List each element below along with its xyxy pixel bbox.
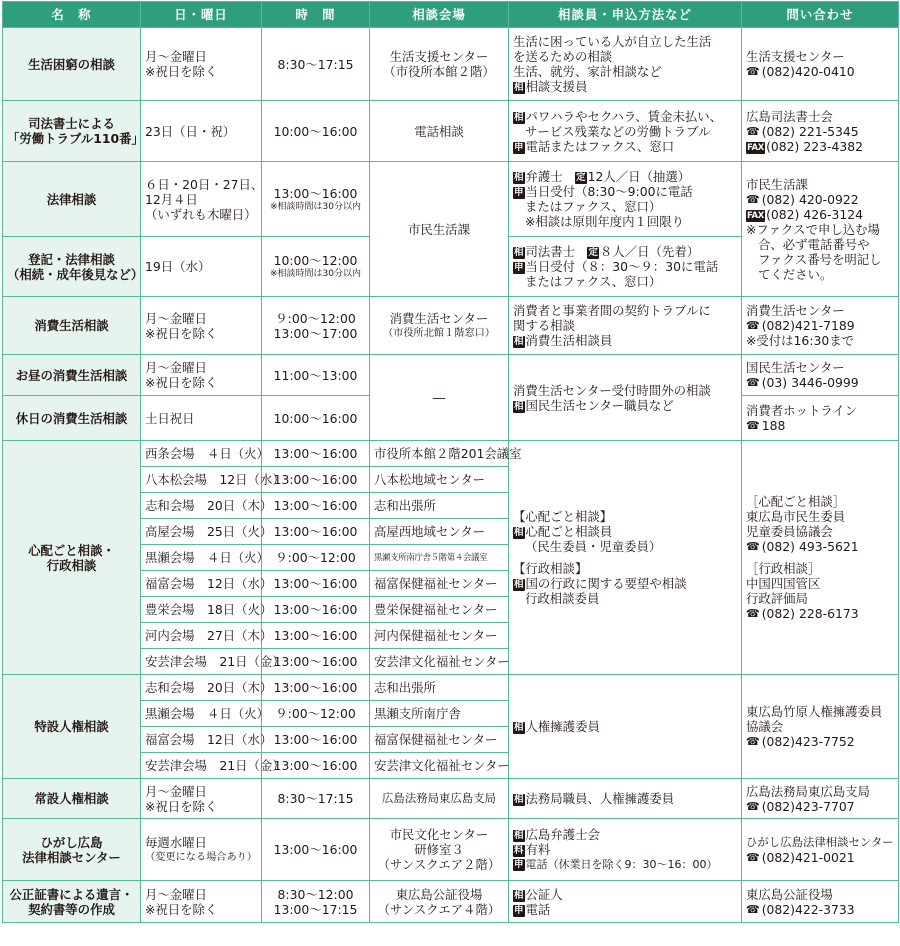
row-method <box>509 237 742 297</box>
phone-icon: ☎ <box>746 124 760 138</box>
row-name <box>3 28 141 101</box>
date-line: 毎週水曜日 <box>145 834 207 850</box>
contact-heading: ［心配ごと相談］ <box>746 494 846 509</box>
method-line: 弁護士 <box>525 169 576 184</box>
time-text: 13:00～16:00 <box>273 185 358 201</box>
row-time <box>262 779 370 819</box>
table-row <box>3 355 899 396</box>
venue-date: 福富会場 12日（水） <box>141 571 262 597</box>
row-date <box>141 297 262 355</box>
contact-org: 広島司法書士会 <box>746 108 833 124</box>
row-time: ９:00～12:00 <box>262 701 370 727</box>
row-venue: 福富保健福祉センター <box>370 727 509 753</box>
phone-number: 188 <box>761 418 786 433</box>
row-name-text: （相続・成年後見など） <box>7 266 144 282</box>
contact-org: 市民生活課 <box>746 176 808 192</box>
fax-number: (082) 426-3124 <box>766 206 863 222</box>
row-venue: 志和出張所 <box>370 493 509 519</box>
contact-org: 東広島市民生委員 <box>746 509 846 524</box>
contact-org: 広島法務局東広島支局 <box>746 783 870 799</box>
row-venue <box>370 819 509 881</box>
venue-date: 豊栄会場 18日（火） <box>141 597 262 623</box>
row-name-text: 法律相談 <box>46 191 97 207</box>
row-date <box>141 162 262 237</box>
row-name <box>3 779 141 819</box>
venue-line: 消費生活センター <box>389 310 489 326</box>
fax-number: (082) 223-4382 <box>766 138 863 154</box>
consultant-icon: 相 <box>514 247 524 258</box>
date-note: ※祝日を除く <box>145 375 218 390</box>
row-time: ９:00～12:00 <box>262 545 370 571</box>
phone-number: (082)421-0021 <box>761 849 855 865</box>
row-time: 13:00～16:00 <box>262 467 370 493</box>
capacity-icon: 定 <box>588 247 598 258</box>
contact-org: 中国四国管区 <box>746 576 821 591</box>
date-line: 12月４日 <box>145 191 198 207</box>
row-venue: 市役所本館２階201会議室 <box>370 441 509 467</box>
row-name <box>3 355 141 396</box>
consultant-icon: 相 <box>514 336 524 347</box>
row-method <box>509 101 742 162</box>
method-line: 行政相談委員 <box>525 591 600 606</box>
phone-number: (082) 221-5345 <box>761 123 859 139</box>
row-contact <box>742 779 899 819</box>
consultant-icon: 相 <box>514 722 524 733</box>
row-name-text: お昼の消費生活相談 <box>15 367 128 383</box>
row-venue <box>370 355 509 441</box>
time-note: ※相談時間は30分以内 <box>270 269 361 279</box>
venue-line: 広島法務局東広島支局 <box>382 791 496 805</box>
method-line: 有料 <box>525 842 551 857</box>
venue-date: 河内会場 27日（木） <box>141 623 262 649</box>
venue-date: 黒瀬会場 ４日（火） <box>141 701 262 727</box>
header-row <box>3 2 899 28</box>
row-venue: 黒瀬支所南庁舎 <box>370 701 509 727</box>
contact-org: 東広島竹原人権擁護委員 <box>746 704 883 719</box>
row-method <box>509 819 742 881</box>
apply-icon: 申 <box>514 859 524 870</box>
contact-org: ひがし広島法律相談センター <box>746 834 894 849</box>
phone-number: (082)421-7189 <box>761 318 855 333</box>
consultant-icon: 相 <box>514 579 524 590</box>
row-time <box>262 101 370 162</box>
consultant-icon: 相 <box>514 794 524 805</box>
header-venue: 相談会場 <box>370 2 509 28</box>
method-line: 心配ごと相談員 <box>525 524 613 539</box>
method-line: 生活に困っている人が自立した生活 <box>513 34 712 49</box>
time-text: 13:00～17:15 <box>273 901 358 917</box>
table-row <box>3 28 899 101</box>
method-line: 相談支援員 <box>525 79 588 94</box>
row-time: 13:00～16:00 <box>262 519 370 545</box>
method-line: ※相談は原則年度内１回限り <box>525 214 685 229</box>
method-line: 関する相談 <box>513 318 575 333</box>
phone-number: (03) 3446-0999 <box>761 375 859 390</box>
row-contact <box>742 162 899 297</box>
row-venue: 八本松地域センター <box>370 467 509 493</box>
row-contact <box>742 675 899 779</box>
phone-icon: ☎ <box>746 65 760 78</box>
fee-icon: 料 <box>514 845 524 856</box>
method-line: サービス残業などの労働トラブル <box>525 123 711 139</box>
row-time: 13:00～16:00 <box>262 675 370 701</box>
venue-line: 研修室３ <box>414 842 464 857</box>
method-line: 司法書士 <box>525 244 588 259</box>
row-venue <box>370 779 509 819</box>
venue-line: （サンスクエア４階） <box>377 901 501 917</box>
row-name-text: 休日の消費生活相談 <box>15 410 128 426</box>
row-method <box>509 675 742 779</box>
fax-icon: FAX <box>747 210 765 221</box>
row-time: 13:00～16:00 <box>262 493 370 519</box>
method-heading: 【行政相談】 <box>513 561 588 576</box>
row-time <box>262 28 370 101</box>
row-contact <box>742 28 899 101</box>
row-venue <box>370 297 509 355</box>
method-line: を送るための相談 <box>513 49 613 64</box>
row-date <box>141 881 262 923</box>
venue-date: 安芸津会場 21日（金） <box>141 649 262 675</box>
row-contact <box>742 881 899 923</box>
row-time <box>262 237 370 297</box>
consultation-table <box>2 1 899 923</box>
apply-icon: 申 <box>514 904 524 916</box>
row-method <box>509 28 742 101</box>
phone-icon: ☎ <box>746 902 760 916</box>
venue-date: 高屋会場 25日（火） <box>141 519 262 545</box>
table-row <box>3 101 899 162</box>
table-row <box>3 162 899 237</box>
contact-note: 合、必ず電話番号や <box>758 236 870 252</box>
row-time <box>262 355 370 396</box>
row-name <box>3 101 144 162</box>
row-time: 13:00～16:00 <box>262 441 370 467</box>
row-contact <box>742 101 899 162</box>
date-line: 土日祝日 <box>145 410 195 426</box>
header-method: 相談員・申込方法など <box>509 2 742 28</box>
method-line: 消費生活センター受付時間外の相談 <box>513 382 711 398</box>
method-heading: 【心配ごと相談】 <box>513 509 613 524</box>
row-date <box>141 28 262 101</box>
row-method <box>509 297 742 355</box>
date-note: ※祝日を除く <box>145 325 218 341</box>
apply-icon: 申 <box>514 262 524 273</box>
venue-date: 志和会場 20日（木） <box>141 675 262 701</box>
phone-number: (082) 493-5621 <box>761 539 859 554</box>
venue-line: （サンスクエア２階） <box>377 857 501 872</box>
phone-icon: ☎ <box>746 735 760 748</box>
venue-line: 東広島公証役場 <box>395 886 483 902</box>
row-name-text: 登記・法律相談 <box>28 251 115 267</box>
venue-date: 志和会場 20日（木） <box>141 493 262 519</box>
time-text: 10:00～16:00 <box>273 123 358 139</box>
row-venue <box>370 162 509 297</box>
header-date: 日・曜日 <box>141 2 262 28</box>
date-line: 月～金曜日 <box>145 783 207 799</box>
consultant-icon: 相 <box>514 830 524 841</box>
row-name <box>3 237 144 297</box>
header-time: 時 間 <box>262 2 370 28</box>
row-time: 13:00～16:00 <box>262 727 370 753</box>
phone-icon: ☎ <box>746 319 760 332</box>
consultant-icon: 相 <box>514 527 524 538</box>
row-method <box>509 355 742 441</box>
contact-org: 協議会 <box>746 719 784 734</box>
method-line: 消費者と事業者間の契約トラブルに <box>513 303 711 318</box>
method-line: 国の行政に関する要望や相談 <box>525 576 687 591</box>
row-date <box>141 819 262 881</box>
row-name-text: ひがし広島 <box>40 834 103 850</box>
row-name-text: 消費生活相談 <box>34 318 109 333</box>
row-venue: 安芸津文化福祉センター <box>370 649 509 675</box>
row-date <box>141 355 262 396</box>
method-line: 当日受付（8:30～9:00に電話 <box>525 184 693 199</box>
method-line: ８人／日（先着） <box>599 244 700 259</box>
row-method <box>509 441 742 675</box>
row-time <box>262 881 370 923</box>
time-text: 13:00～16:00 <box>273 842 358 857</box>
row-name-text: 契約書等の作成 <box>28 901 115 917</box>
method-line: 電話（休業日を除く9：30～16：00） <box>525 858 718 871</box>
row-venue <box>370 881 509 923</box>
header-name: 名 称 <box>3 2 141 28</box>
contact-org: 消費者ホットライン <box>746 403 858 418</box>
method-line: 広島弁護士会 <box>525 827 600 842</box>
consultant-icon: 相 <box>514 889 524 901</box>
method-line: 消費生活相談員 <box>525 333 613 348</box>
row-method <box>509 881 742 923</box>
row-name <box>3 396 141 441</box>
date-note: （変更になる場合あり） <box>145 851 258 863</box>
time-text: 8:30～17:15 <box>277 56 354 72</box>
row-time: 13:00～16:00 <box>262 649 370 675</box>
row-time <box>262 819 370 881</box>
row-name <box>3 441 141 675</box>
row-venue: 福富保健福祉センター <box>370 571 509 597</box>
contact-org: 消費生活センター <box>746 303 845 318</box>
consultant-icon: 相 <box>514 111 524 123</box>
venue-line: 市民文化センター <box>389 827 489 842</box>
contact-org: 生活支援センター <box>746 49 845 64</box>
contact-note: ※受付は16:30まで <box>746 333 855 348</box>
contact-heading: ［行政相談］ <box>746 561 821 576</box>
row-method <box>509 162 742 237</box>
row-venue <box>370 101 509 162</box>
row-name-text: 「労働トラブル110番」 <box>7 131 144 146</box>
row-contact <box>742 297 899 355</box>
row-venue: 黒瀬支所南庁舎５階第４会議室 <box>370 545 509 571</box>
row-name <box>3 297 141 355</box>
method-line: 法務局職員、人権擁護委員 <box>525 791 675 806</box>
consultant-icon: 相 <box>514 400 524 412</box>
time-note: ※相談時間は30分以内 <box>270 201 361 212</box>
date-line: 月～金曜日 <box>145 886 207 902</box>
method-line: またはファクス、窓口） <box>525 199 662 214</box>
contact-note: ファクス番号を明記し <box>758 251 882 267</box>
row-name-text: 特設人権相談 <box>34 719 109 734</box>
table-row <box>3 441 899 467</box>
venue-date: 福富会場 12日（水） <box>141 727 262 753</box>
time-text: 8:30～17:15 <box>277 791 354 806</box>
date-note: ※祝日を除く <box>145 64 218 79</box>
apply-icon: 申 <box>514 187 524 198</box>
apply-icon: 申 <box>514 141 524 153</box>
method-line: 電話またはファクス、窓口 <box>525 138 675 154</box>
row-time <box>262 396 370 441</box>
time-text: 10:00～12:00 <box>273 253 358 268</box>
time-text: 11:00～13:00 <box>273 367 358 383</box>
row-name-text: 常設人権相談 <box>34 791 109 806</box>
row-venue: 安芸津文化福祉センター <box>370 753 509 779</box>
contact-note: てください。 <box>758 266 833 282</box>
table-row <box>3 779 899 819</box>
contact-org: 行政評価局 <box>746 591 808 606</box>
method-line: 公証人 <box>525 886 563 902</box>
date-line: 月～金曜日 <box>145 49 207 64</box>
venue-dash: ― <box>432 390 446 405</box>
row-name <box>3 162 141 237</box>
time-text: 10:00～16:00 <box>273 410 358 426</box>
row-venue: 豊栄保健福祉センター <box>370 597 509 623</box>
method-line: （民生委員・児童委員） <box>525 539 662 554</box>
contact-org: 児童委員協議会 <box>746 524 833 539</box>
fax-icon: FAX <box>747 142 765 153</box>
row-time: 13:00～16:00 <box>262 623 370 649</box>
row-name <box>3 675 141 779</box>
phone-icon: ☎ <box>746 192 760 206</box>
row-name-text: 司法書士による <box>28 116 115 131</box>
header-contact: 問い合わせ <box>742 2 899 28</box>
method-line: 人権擁護委員 <box>525 719 600 734</box>
row-name-text: 公正証書による遺言・ <box>9 886 134 902</box>
date-line: 23日（日・祝） <box>145 123 236 139</box>
method-line: 生活、就労、家計相談など <box>513 64 662 79</box>
time-text: ９:00～12:00 <box>275 310 356 326</box>
row-venue: 高屋西地域センター <box>370 519 509 545</box>
time-text: 13:00～17:00 <box>273 325 358 341</box>
row-contact <box>742 819 899 881</box>
phone-icon: ☎ <box>746 850 760 864</box>
method-line: 12人／日（抽選） <box>587 169 691 184</box>
row-time: 13:00～16:00 <box>262 753 370 779</box>
row-name <box>3 819 141 881</box>
row-name <box>3 881 141 923</box>
venue-line: 電話相談 <box>414 123 464 139</box>
row-date <box>141 101 262 162</box>
phone-icon: ☎ <box>746 799 760 813</box>
consultant-icon: 相 <box>514 172 524 183</box>
method-line: 当日受付（８：30～９：30に電話 <box>525 259 719 274</box>
phone-number: (082) 228-6173 <box>761 606 859 621</box>
phone-number: (082)423-7707 <box>761 798 855 814</box>
phone-number: (082)420-0410 <box>761 64 855 79</box>
venue-date: 西条会場 ４日（火） <box>141 441 262 467</box>
row-name-text: 法律相談センター <box>22 849 121 865</box>
date-line: 月～金曜日 <box>145 310 207 326</box>
venue-line: （市役所北館１階窓口） <box>382 327 496 339</box>
phone-number: (082)423-7752 <box>761 734 855 749</box>
phone-number: (082)422-3733 <box>761 901 855 917</box>
venue-line: 生活支援センター <box>389 49 489 64</box>
row-date <box>141 779 262 819</box>
row-name-text: 生活困窮の相談 <box>28 56 115 72</box>
method-line: またはファクス、窓口） <box>525 274 662 289</box>
row-name-text: 行政相談 <box>46 557 97 573</box>
venue-line: 市民生活課 <box>408 221 470 237</box>
venue-date: 安芸津会場 21日（金） <box>141 753 262 779</box>
method-line: パワハラやセクハラ、賃金未払い、 <box>525 108 723 124</box>
date-line: ６日・20日・27日、 <box>145 176 264 192</box>
capacity-icon: 定 <box>576 172 586 183</box>
row-date <box>141 237 262 297</box>
method-line: 国民生活センター職員など <box>525 397 674 413</box>
row-venue <box>370 28 509 101</box>
row-contact <box>742 355 899 396</box>
contact-org: 国民生活センター <box>746 360 845 375</box>
method-line: 電話 <box>525 901 551 917</box>
phone-icon: ☎ <box>746 540 760 553</box>
date-line: 19日（水） <box>145 259 211 274</box>
contact-note: ※ファクスで申し込む場 <box>746 221 880 237</box>
row-contact <box>742 441 899 675</box>
row-time: 13:00～16:00 <box>262 597 370 623</box>
venue-date: 黒瀬会場 ４日（火） <box>141 545 262 571</box>
phone-icon: ☎ <box>746 376 760 389</box>
date-note: ※祝日を除く <box>145 901 218 917</box>
venue-date: 八本松会場 12日（水） <box>141 467 262 493</box>
row-date <box>141 396 262 441</box>
row-method <box>509 779 742 819</box>
date-note: ※祝日を除く <box>145 798 218 814</box>
date-line: （いずれも木曜日） <box>145 206 257 222</box>
time-text: 8:30～12:00 <box>277 886 354 902</box>
table-row <box>3 819 899 881</box>
row-venue: 志和出張所 <box>370 675 509 701</box>
contact-org: 東広島公証役場 <box>746 886 833 902</box>
row-contact <box>742 396 899 441</box>
row-time <box>262 297 370 355</box>
phone-icon: ☎ <box>746 607 760 620</box>
table-row <box>3 881 899 923</box>
table-row <box>3 297 899 355</box>
row-time: 13:00～16:00 <box>262 571 370 597</box>
row-name-text: 心配ごと相談・ <box>28 542 115 558</box>
phone-icon: ☎ <box>746 419 760 432</box>
consultant-icon: 相 <box>514 82 524 93</box>
table-row <box>3 675 899 701</box>
venue-line: （市役所本館２階） <box>383 64 495 79</box>
row-time <box>262 162 370 237</box>
phone-number: (082) 420-0922 <box>761 191 859 207</box>
date-line: 月～金曜日 <box>145 360 207 375</box>
row-venue: 河内保健福祉センター <box>370 623 509 649</box>
